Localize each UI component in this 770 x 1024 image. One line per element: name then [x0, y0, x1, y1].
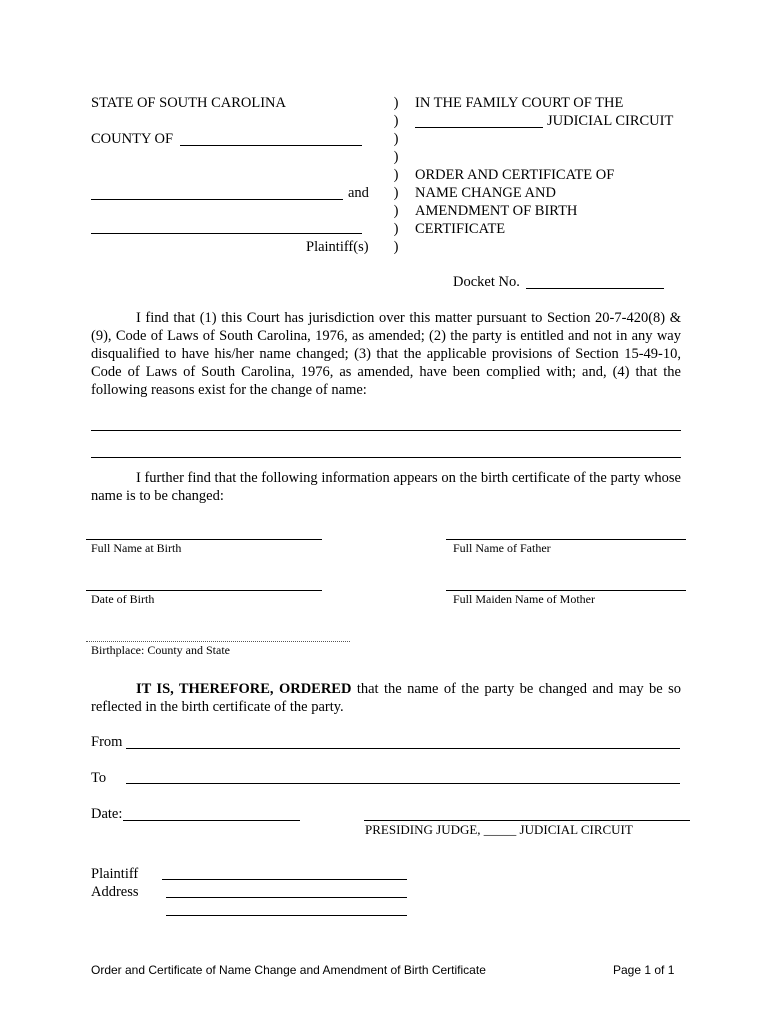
caption-paren: ): [393, 221, 399, 237]
reason-line-2[interactable]: [91, 457, 681, 458]
page-number: Page 1 of 1: [613, 963, 675, 977]
court-name: IN THE FAMILY COURT OF THE: [415, 95, 624, 111]
date-of-birth-field[interactable]: [86, 590, 322, 591]
mother-maiden-name-label: Full Maiden Name of Mother: [453, 592, 595, 606]
county-field[interactable]: [180, 145, 362, 146]
plaintiff-address-label: Plaintiff: [91, 866, 139, 882]
address-line-3[interactable]: [166, 915, 407, 916]
address-line-1[interactable]: [162, 879, 407, 880]
full-name-of-father-field[interactable]: [446, 539, 686, 540]
document-title-line: AMENDMENT OF BIRTH: [415, 203, 578, 219]
caption-paren: ): [393, 113, 399, 129]
date-field[interactable]: [123, 820, 300, 821]
address-line-2[interactable]: [166, 897, 407, 898]
mother-maiden-name-field[interactable]: [446, 590, 686, 591]
order-text: that the name of the party be changed and may be so reflected in the birth certificate of the party.: [91, 681, 681, 715]
to-label: To: [91, 770, 107, 786]
birthplace-field[interactable]: [86, 641, 350, 642]
caption-paren: ): [393, 167, 399, 183]
from-name-field[interactable]: [126, 748, 680, 749]
circuit-field[interactable]: [415, 127, 543, 128]
findings-paragraph: I find that (1) this Court has jurisdiction over this matter pursuant to Section 20-7-420(8) & (9), Code of Laws of South Carolina, 1976, as amended; (2) the party is entitled and not in any way disqualified to have his/her name changed; (3) that the applicable provisions of Section 15-49-10, Code of Laws of South Carolina, 1976, as amended, have been complied with; and, (4) that the following reasons exist for the change of name:: [91, 310, 681, 398]
document-title-line: ORDER AND CERTIFICATE OF: [415, 167, 615, 183]
to-name-field[interactable]: [126, 783, 680, 784]
full-name-at-birth-label: Full Name at Birth: [91, 541, 182, 555]
plaintiff-label: Plaintiff(s): [306, 239, 369, 255]
docket-number-field[interactable]: [526, 288, 664, 289]
full-name-of-father-label: Full Name of Father: [453, 541, 551, 555]
caption-paren: ): [393, 239, 399, 255]
judicial-circuit-label: JUDICIAL CIRCUIT: [547, 113, 674, 129]
presiding-judge-label: PRESIDING JUDGE, _____ JUDICIAL CIRCUIT: [365, 822, 633, 837]
state-label: STATE OF SOUTH CAROLINA: [91, 95, 286, 111]
county-label: COUNTY OF: [91, 131, 174, 147]
document-title-line: CERTIFICATE: [415, 221, 506, 237]
caption-paren: ): [393, 149, 399, 165]
docket-label: Docket No.: [453, 274, 520, 290]
footer-title: Order and Certificate of Name Change and Amendment of Birth Certificate: [91, 963, 486, 977]
birth-certificate-paragraph: I further find that the following information appears on the birth certificate of the party whose name is to be changed:: [91, 470, 681, 504]
document-title-line: NAME CHANGE AND: [415, 185, 556, 201]
date-of-birth-label: Date of Birth: [91, 592, 155, 606]
caption-paren: ): [393, 131, 399, 147]
judge-signature-field[interactable]: [364, 820, 690, 821]
birthplace-label: Birthplace: County and State: [91, 643, 230, 657]
caption-paren: ): [393, 203, 399, 219]
order-heading: IT IS, THEREFORE, ORDERED: [136, 681, 352, 697]
and-label: and: [348, 185, 369, 201]
party-name-field[interactable]: [91, 199, 343, 200]
from-label: From: [91, 734, 123, 750]
caption-paren: ): [393, 185, 399, 201]
order-paragraph: [91, 680, 681, 716]
date-label: Date:: [91, 806, 123, 822]
full-name-at-birth-field[interactable]: [86, 539, 322, 540]
caption-paren: ): [393, 95, 399, 111]
reason-line-1[interactable]: [91, 430, 681, 431]
plaintiff-name-field[interactable]: [91, 233, 362, 234]
address-label: Address: [91, 884, 139, 900]
